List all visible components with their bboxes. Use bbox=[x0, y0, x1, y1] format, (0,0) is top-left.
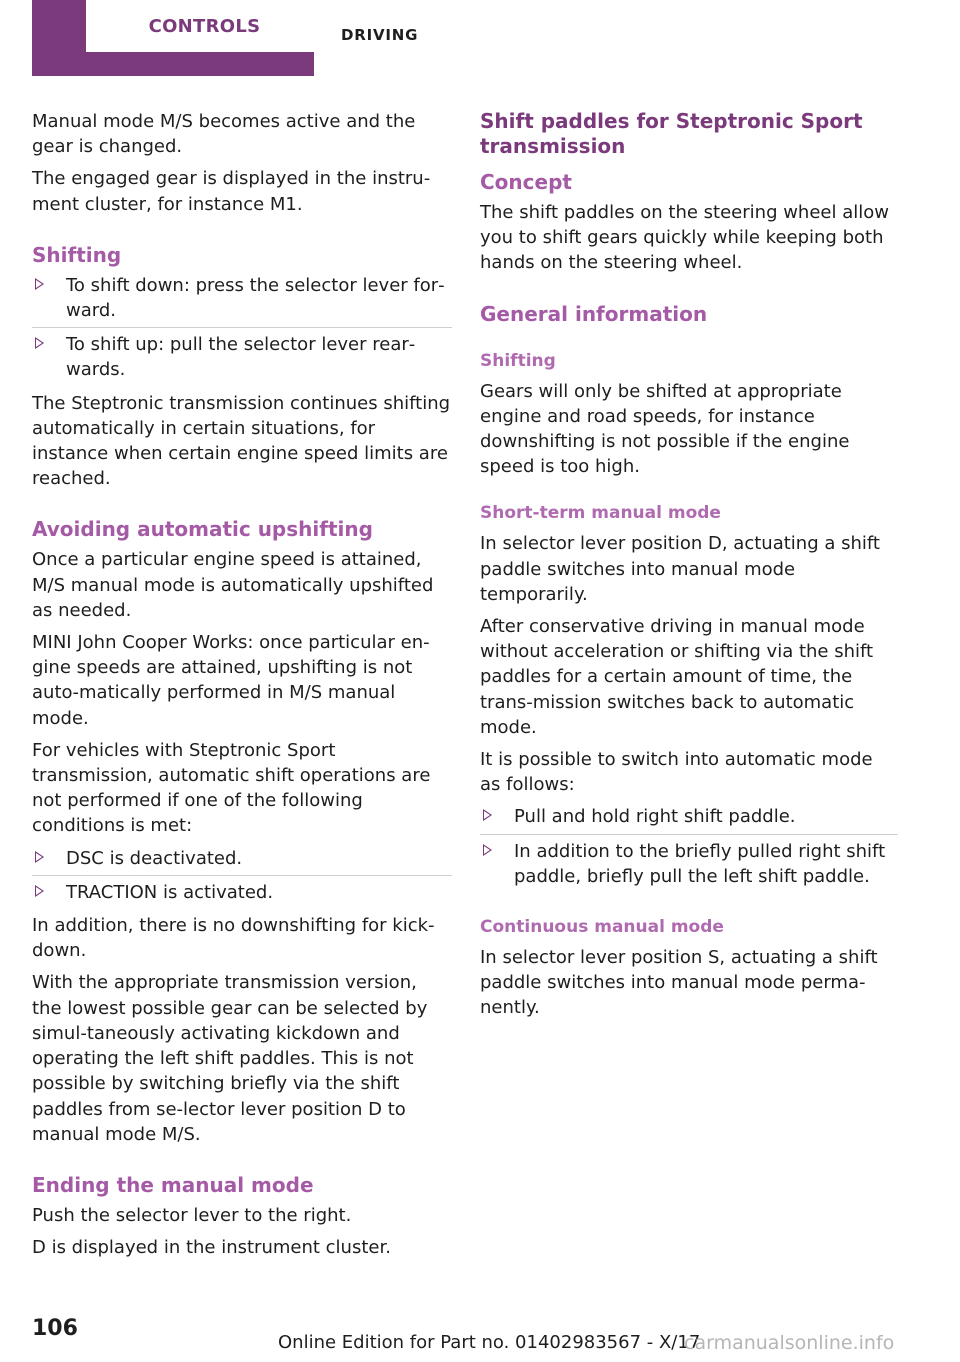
paragraph: For vehicles with Steptronic Sport transmission, automatic shift operations are not performed if one of the following conditions is met: bbox=[32, 739, 431, 837]
bullet-triangle-icon bbox=[35, 337, 44, 349]
paragraph: It is possible to switch into automatic mode as follows: bbox=[480, 749, 873, 796]
list-item: To shift down: press the selector lever for‐ward. bbox=[32, 273, 452, 327]
paragraph: Once a particular engine speed is attained, M/S manual mode is automatically upshifted as needed. bbox=[32, 549, 434, 621]
subheading-short-term: Short-term manual mode bbox=[480, 503, 721, 524]
paragraph: In selector lever position D, actuating a shift paddle switches into manual mode temporarily. bbox=[480, 533, 880, 605]
paragraph: The shift paddles on the steering wheel allow you to shift gears quickly while keeping both hands on the steering wheel. bbox=[480, 202, 889, 274]
bullet-list bbox=[32, 846, 452, 909]
bullet-triangle-icon bbox=[35, 885, 44, 897]
section-heading-shifting: Shifting bbox=[32, 242, 122, 267]
bullet-list bbox=[480, 804, 898, 893]
left-column bbox=[32, 109, 452, 1267]
bullet-list bbox=[32, 273, 452, 387]
paragraph: D is displayed in the instrument cluster. bbox=[32, 1237, 391, 1259]
paragraph: After conservative driving in manual mode without acceleration or shifting via the shift paddles for a certain amount of time, the trans‐mission switches back to automatic mode. bbox=[480, 616, 874, 738]
section-heading-avoiding: Avoiding automatic upshifting bbox=[32, 517, 373, 542]
paragraph: MINI John Cooper Works: once particular en‐gine speeds are attained, upshifting is not auto‐matically performed in M/S manual mode. bbox=[32, 632, 430, 729]
bullet-triangle-icon bbox=[35, 851, 44, 863]
chapter-tab bbox=[32, 0, 314, 76]
paragraph: Gears will only be shifted at appropriate engine and road speeds, for instance downshifting is not possible if the engine speed is too high. bbox=[480, 380, 850, 478]
list-item: DSC is deactivated. bbox=[32, 846, 452, 875]
paragraph: With the appropriate transmission version, the lowest possible gear can be selected by simul‐taneously activating kickdown and operating the left shift paddles. This is not possible by switching briefly via the shift paddles from se‐lector lever position D to manual mode M/S. bbox=[32, 972, 428, 1145]
paragraph: The engaged gear is displayed in the instru‐ment cluster, for instance M1. bbox=[32, 168, 431, 215]
subheading-continuous: Continuous manual mode bbox=[480, 917, 724, 938]
section-heading-concept: Concept bbox=[480, 170, 572, 194]
subheading-shifting: Shifting bbox=[480, 350, 556, 371]
edition-note: Online Edition for Part no. 01402983567 - X/17 bbox=[278, 1332, 701, 1353]
page-number: 106 bbox=[32, 1316, 78, 1341]
section-title: DRIVING bbox=[341, 26, 419, 44]
list-item: To shift up: pull the selector lever rear‐wards. bbox=[32, 327, 452, 386]
chapter-title: CONTROLS bbox=[86, 0, 323, 52]
main-heading: Shift paddles for Steptronic Sport transmission bbox=[480, 109, 863, 158]
bullet-triangle-icon bbox=[483, 844, 492, 856]
list-item: Pull and hold right shift paddle. bbox=[480, 804, 898, 833]
paragraph: The Steptronic transmission continues shifting automatically in certain situations, for instance when certain engine speed limits are reached. bbox=[32, 392, 451, 490]
right-column bbox=[480, 109, 898, 1028]
list-item: In addition to the briefly pulled right shift paddle, briefly pull the left shift paddle. bbox=[480, 834, 898, 893]
section-heading-general: General information bbox=[480, 301, 708, 326]
section-heading-ending: Ending the manual mode bbox=[32, 1172, 314, 1197]
list-item: TRACTION is activated. bbox=[32, 875, 452, 909]
paragraph: In selector lever position S, actuating a shift paddle switches into manual mode perma‐nently. bbox=[480, 947, 878, 1019]
watermark: carmanualsonline.info bbox=[684, 1332, 895, 1354]
paragraph: Push the selector lever to the right. bbox=[32, 1204, 352, 1226]
paragraph: In addition, there is no downshifting for kick‐down. bbox=[32, 915, 435, 962]
bullet-triangle-icon bbox=[483, 809, 492, 821]
bullet-triangle-icon bbox=[35, 278, 44, 290]
paragraph: Manual mode M/S becomes active and the gear is changed. bbox=[32, 111, 416, 158]
